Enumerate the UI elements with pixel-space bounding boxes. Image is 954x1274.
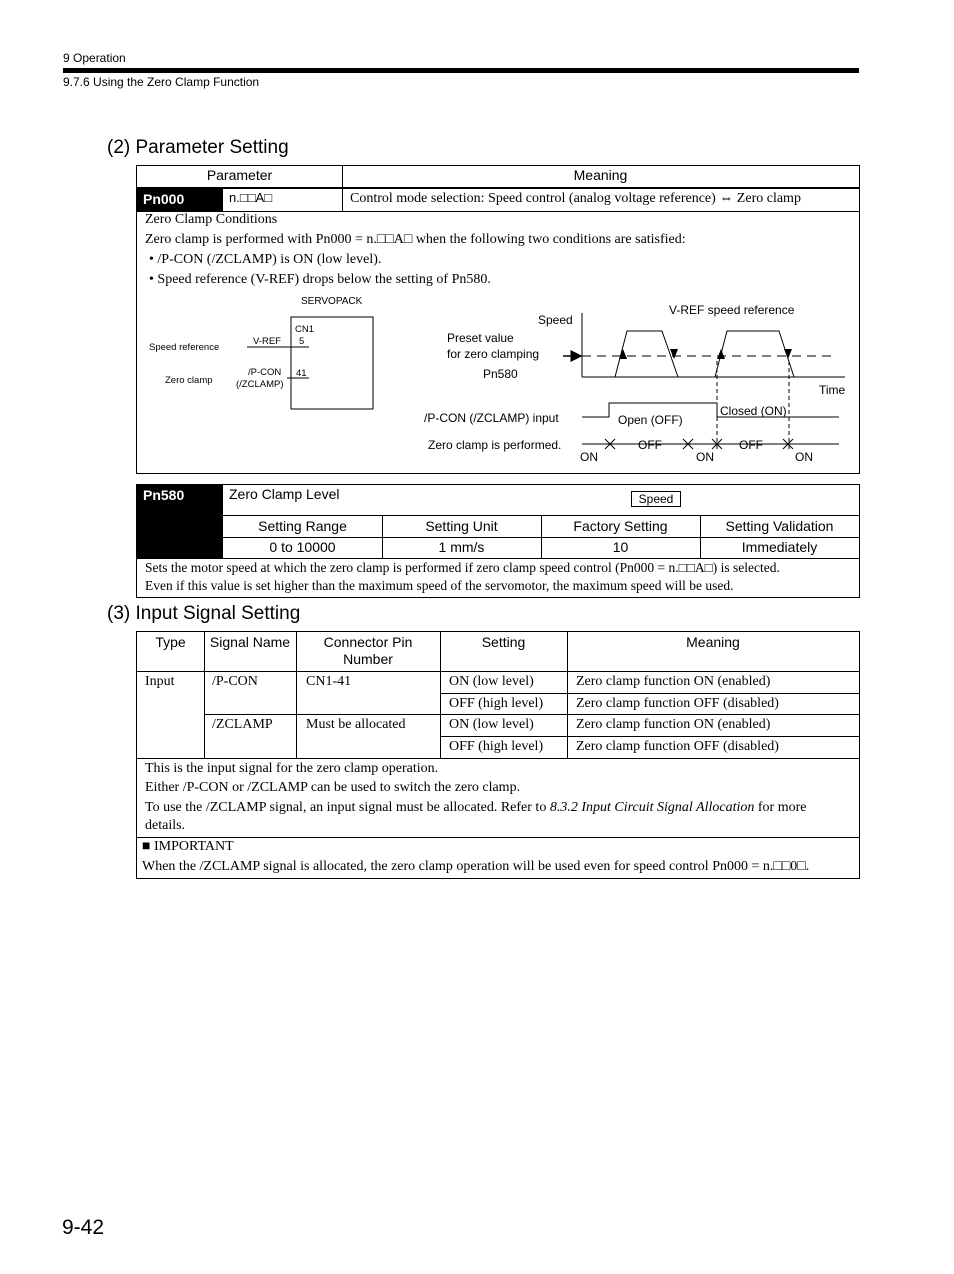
zero-clamp-diagram [137,291,859,473]
page-number: 9-42 [62,1216,105,1239]
conditions-title: Zero Clamp Conditions [145,212,278,227]
preset-value-label: Preset value [447,331,514,345]
crossing-marker-1 [619,349,627,359]
setting-off-2: OFF (high level) [449,739,544,754]
zclamp-label: (/ZCLAMP) [236,379,284,390]
value-setting-range: 0 to 10000 [269,539,336,555]
setting-on-1: ON (low level) [449,674,534,689]
pn000-label: Pn000 [137,189,223,211]
meaning-off-1: Zero clamp function OFF (disabled) [576,696,779,711]
note-3-text: To use the /ZCLAMP signal, an input signal must be allocated. Refer to [145,800,550,815]
header-signal-name: Signal Name [209,634,291,650]
condition-bullet-1: • /P-CON (/ZCLAMP) is ON (low level). [149,252,382,267]
header-setting-validation: Setting Validation [725,518,834,534]
section-title-parameter-setting: (2) Parameter Setting [107,137,289,158]
time-axis-label: Time [819,383,846,397]
for-zero-clamping-label: for zero clamping [447,347,540,361]
closed-on-label: Closed (ON) [720,404,787,418]
pn000-value: n.□□A□ [229,190,273,205]
section-header: 9.7.6 Using the Zero Clamp Function [63,75,260,89]
note-3-tail: for more [754,800,807,815]
vref-label: V-REF [253,336,281,347]
speed-profile-2 [715,331,794,377]
note-3-continued: details. [145,818,186,833]
value-factory-setting: 10 [612,539,629,555]
cross-reference: 8.3.2 Input Circuit Signal Allocation [549,800,755,815]
meaning-on-2: Zero clamp function ON (enabled) [576,717,771,732]
pn580-description-1: Sets the motor speed at which the zero clamp is performed if zero clamp speed control (Pn000 = n.□□A□) is selected. [145,560,780,575]
important-text: When the /ZCLAMP signal is allocated, the zero clamp operation will be used even for speed control Pn000 = n.□□0□. [142,859,810,874]
pn000-meaning: Control mode selection: Speed control (analog voltage reference) ⇔ Zero clamp [350,191,801,206]
vref-speed-reference-label: V-REF speed reference [669,303,795,317]
signal-zclamp: /ZCLAMP [212,717,273,732]
speed-reference-label: Speed reference [149,342,220,353]
col-parameter: Parameter [206,167,273,183]
note-1: This is the input signal for the zero clamp operation. [145,761,439,776]
section-title-input-signal-setting: (3) Input Signal Setting [107,603,301,624]
header-type: Type [155,634,186,650]
meaning-on-1: Zero clamp function ON (enabled) [576,674,771,689]
off-label-1: OFF [638,438,662,452]
speed-axis-label: Speed [538,313,573,327]
input-signal-table [136,631,860,879]
condition-bullet-2: • Speed reference (V-REF) drops below the setting of Pn580. [149,272,491,287]
connector-must-be-allocated: Must be allocated [306,717,406,732]
setting-on-2: ON (low level) [449,717,534,732]
note-2: Either /P-CON or /ZCLAMP can be used to switch the zero clamp. [145,780,521,795]
on-label-2: ON [696,450,714,464]
type-input: Input [145,674,175,689]
cn1-label: CN1 [295,324,315,335]
servopack-label: SERVOPACK [301,296,363,307]
pcon-label: /P-CON [248,367,282,378]
conditions-intro: Zero clamp is performed with Pn000 = n.□□A□ when the following two conditions are satisfied: [145,232,686,247]
meaning-off-2: Zero clamp function OFF (disabled) [576,739,779,754]
header-rule [63,68,859,73]
note-3 [145,798,855,817]
pn580-title: Zero Clamp Level [229,486,340,502]
value-setting-unit: 1 mm/s [438,539,485,555]
signal-pcon: /P-CON [212,674,258,689]
header-setting: Setting [481,634,526,650]
header-setting-range: Setting Range [258,518,347,534]
important-heading: ■ IMPORTANT [142,839,234,854]
pn580-table [136,484,860,598]
col-meaning: Meaning [573,167,628,183]
pin-5: 5 [299,336,305,347]
open-off-label: Open (OFF) [618,413,683,427]
pn580-label: Pn580 [137,485,223,558]
on-label-1: ON [580,450,598,464]
header-setting-unit: Setting Unit [425,518,498,534]
header-connector-pin-2: Number [343,651,393,667]
pin-41: 41 [296,368,307,379]
zero-clamp-performed-label: Zero clamp is performed. [428,438,562,452]
parameter-table [136,165,860,474]
pn580-label: Pn580 [483,367,518,381]
speed-badge: Speed [631,491,681,507]
chapter-header: 9 Operation [63,51,126,65]
setting-off-1: OFF (high level) [449,696,544,711]
header-meaning: Meaning [686,634,740,650]
header-factory-setting: Factory Setting [573,518,668,534]
zero-clamp-label: Zero clamp [165,375,213,386]
header-connector-pin-1: Connector Pin [323,634,413,650]
value-setting-validation: Immediately [741,539,818,555]
pcon-input-label: /P-CON (/ZCLAMP) input [424,411,559,425]
pn580-description-2: Even if this value is set higher than the maximum speed of the servomotor, the maximum speed will be used. [145,578,734,593]
crossing-marker-4 [784,349,792,359]
connector-cn1-41: CN1-41 [306,674,352,689]
on-label-3: ON [795,450,813,464]
off-label-2: OFF [739,438,763,452]
crossing-marker-3 [717,349,725,359]
